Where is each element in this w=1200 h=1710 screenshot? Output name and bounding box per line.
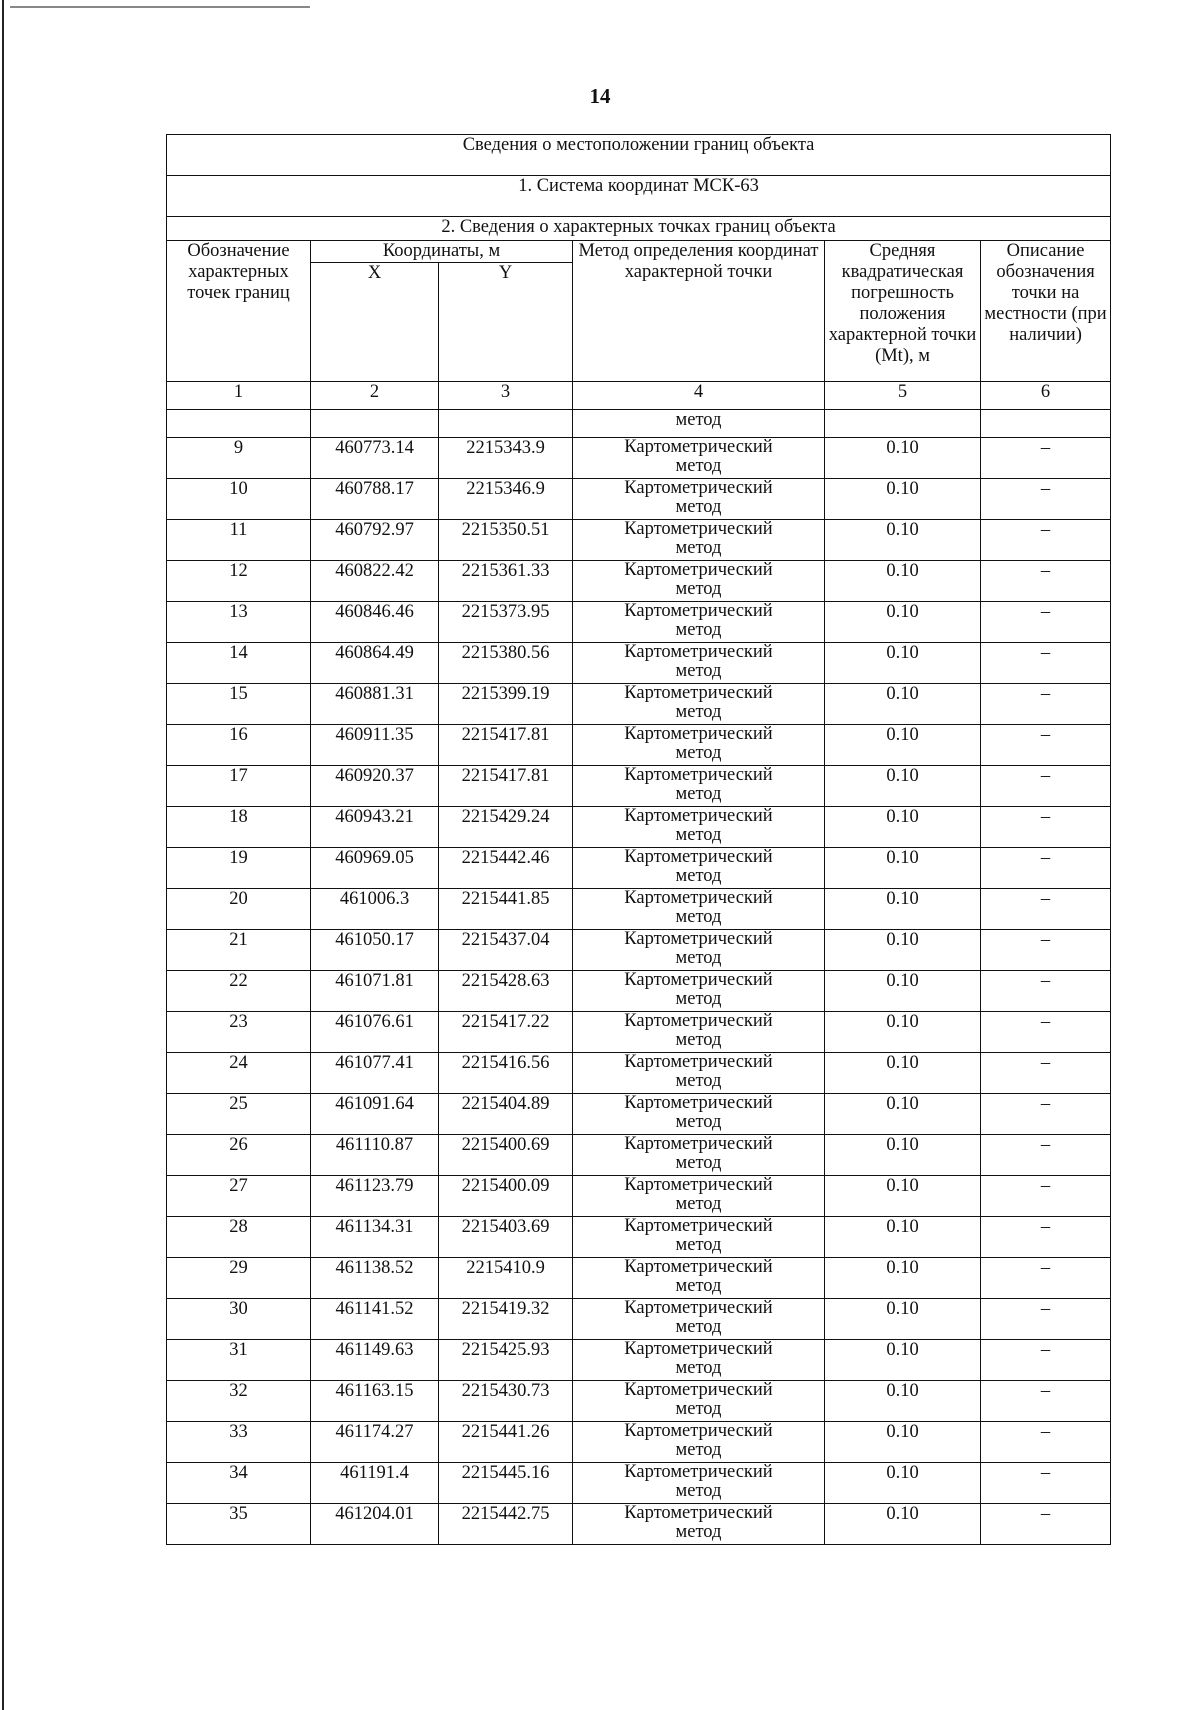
method-line-2: метод	[675, 1071, 722, 1091]
table-row	[167, 684, 1111, 725]
method-line-1: Картометрический	[624, 1257, 773, 1277]
x-coordinate-cell: 460881.31	[311, 684, 439, 725]
point-cell: 29	[167, 1258, 311, 1299]
y-coordinate-cell: 2215441.26	[439, 1422, 573, 1463]
method-line-1: Картометрический	[624, 1339, 773, 1359]
empty-cell	[167, 410, 311, 438]
x-coordinate-cell: 460864.49	[311, 643, 439, 684]
y-coordinate-cell: 2215417.81	[439, 725, 573, 766]
description-cell: –	[981, 1217, 1111, 1258]
method-line-1: Картометрический	[624, 642, 773, 662]
header-row	[167, 241, 1111, 263]
method-cell	[573, 1299, 825, 1340]
subsection-row	[167, 217, 1111, 241]
point-cell: 35	[167, 1504, 311, 1545]
method-cell	[573, 766, 825, 807]
error-cell: 0.10	[825, 1422, 981, 1463]
method-line-1: Картометрический	[624, 970, 773, 990]
table-row	[167, 561, 1111, 602]
error-cell: 0.10	[825, 725, 981, 766]
column-number: 1	[167, 382, 311, 410]
method-line-1: Картометрический	[624, 1216, 773, 1236]
header-coords: Координаты, м	[311, 241, 573, 263]
y-coordinate-cell: 2215437.04	[439, 930, 573, 971]
x-coordinate-cell: 461138.52	[311, 1258, 439, 1299]
description-cell: –	[981, 1094, 1111, 1135]
method-line-2: метод	[675, 948, 722, 968]
point-cell: 24	[167, 1053, 311, 1094]
point-cell: 34	[167, 1463, 311, 1504]
column-number: 2	[311, 382, 439, 410]
error-cell: 0.10	[825, 643, 981, 684]
x-coordinate-cell: 461204.01	[311, 1504, 439, 1545]
point-cell: 9	[167, 438, 311, 479]
method-line-1: Картометрический	[624, 1421, 773, 1441]
method-cell	[573, 520, 825, 561]
method-line-2: метод	[675, 1481, 722, 1501]
method-line-1: Картометрический	[624, 1503, 773, 1523]
point-cell: 14	[167, 643, 311, 684]
table-row	[167, 930, 1111, 971]
y-coordinate-cell: 2215417.81	[439, 766, 573, 807]
x-coordinate-cell: 461091.64	[311, 1094, 439, 1135]
point-cell: 15	[167, 684, 311, 725]
error-cell: 0.10	[825, 438, 981, 479]
table-row	[167, 1217, 1111, 1258]
table-row	[167, 1299, 1111, 1340]
error-cell: 0.10	[825, 1504, 981, 1545]
method-line-2: метод	[675, 1317, 722, 1337]
method-line-2: метод	[675, 661, 722, 681]
method-line-1: Картометрический	[624, 1134, 773, 1154]
column-numbers-row	[167, 382, 1111, 410]
method-line-1: Картометрический	[624, 888, 773, 908]
point-cell: 12	[167, 561, 311, 602]
error-cell: 0.10	[825, 1217, 981, 1258]
y-coordinate-cell: 2215445.16	[439, 1463, 573, 1504]
method-line-1: Картометрический	[624, 437, 773, 457]
column-number: 4	[573, 382, 825, 410]
point-cell: 21	[167, 930, 311, 971]
method-cell	[573, 889, 825, 930]
error-cell: 0.10	[825, 930, 981, 971]
method-line-2: метод	[675, 702, 722, 722]
y-coordinate-cell: 2215343.9	[439, 438, 573, 479]
subsection-title: 2. Сведения о характерных точках границ объекта	[167, 217, 1111, 241]
error-cell: 0.10	[825, 1053, 981, 1094]
error-cell: 0.10	[825, 479, 981, 520]
method-line-2: метод	[675, 866, 722, 886]
method-cell	[573, 1463, 825, 1504]
method-line-2: метод	[675, 743, 722, 763]
y-coordinate-cell: 2215442.46	[439, 848, 573, 889]
y-coordinate-cell: 2215400.09	[439, 1176, 573, 1217]
point-cell: 10	[167, 479, 311, 520]
y-coordinate-cell: 2215417.22	[439, 1012, 573, 1053]
table-row	[167, 1053, 1111, 1094]
header-y: Y	[439, 263, 573, 382]
error-cell: 0.10	[825, 971, 981, 1012]
description-cell: –	[981, 1176, 1111, 1217]
method-line-2: метод	[675, 784, 722, 804]
description-cell: –	[981, 1504, 1111, 1545]
method-line-2: метод	[675, 1235, 722, 1255]
description-cell: –	[981, 520, 1111, 561]
method-line-1: Картометрический	[624, 601, 773, 621]
coordinate-system: 1. Система координат МСК-63	[167, 176, 1111, 217]
x-coordinate-cell: 460943.21	[311, 807, 439, 848]
table-row	[167, 1381, 1111, 1422]
table-row	[167, 1012, 1111, 1053]
point-cell: 28	[167, 1217, 311, 1258]
table-row	[167, 766, 1111, 807]
description-cell: –	[981, 725, 1111, 766]
error-cell: 0.10	[825, 807, 981, 848]
method-line-1: Картометрический	[624, 929, 773, 949]
description-cell: –	[981, 971, 1111, 1012]
method-line-1: Картометрический	[624, 1052, 773, 1072]
method-line-1: Картометрический	[624, 806, 773, 826]
description-cell: –	[981, 1053, 1111, 1094]
empty-cell	[825, 410, 981, 438]
method-cell	[573, 1176, 825, 1217]
x-coordinate-cell: 461076.61	[311, 1012, 439, 1053]
point-cell: 22	[167, 971, 311, 1012]
x-coordinate-cell: 460969.05	[311, 848, 439, 889]
column-number: 6	[981, 382, 1111, 410]
table-row	[167, 1463, 1111, 1504]
table-row	[167, 725, 1111, 766]
column-number: 5	[825, 382, 981, 410]
x-coordinate-cell: 461134.31	[311, 1217, 439, 1258]
error-cell: 0.10	[825, 684, 981, 725]
error-cell: 0.10	[825, 1258, 981, 1299]
table-row	[167, 848, 1111, 889]
description-cell: –	[981, 684, 1111, 725]
method-cell	[573, 561, 825, 602]
error-cell: 0.10	[825, 1135, 981, 1176]
method-line-2: метод	[675, 1112, 722, 1132]
coordinate-system-row	[167, 176, 1111, 217]
scan-left-edge	[2, 0, 4, 1710]
header-x: X	[311, 263, 439, 382]
table-row	[167, 807, 1111, 848]
description-cell: –	[981, 848, 1111, 889]
method-line-2: метод	[675, 1522, 722, 1542]
y-coordinate-cell: 2215441.85	[439, 889, 573, 930]
method-line-2: метод	[675, 1276, 722, 1296]
point-cell: 13	[167, 602, 311, 643]
method-line-2: метод	[675, 989, 722, 1009]
method-line-1: Картометрический	[624, 1380, 773, 1400]
method-line-2: метод	[675, 497, 722, 517]
table-row	[167, 602, 1111, 643]
method-cell	[573, 602, 825, 643]
y-coordinate-cell: 2215350.51	[439, 520, 573, 561]
method-line-2: метод	[675, 538, 722, 558]
method-line-1: Картометрический	[624, 765, 773, 785]
table-row	[167, 1176, 1111, 1217]
x-coordinate-cell: 461149.63	[311, 1340, 439, 1381]
x-coordinate-cell: 461141.52	[311, 1299, 439, 1340]
y-coordinate-cell: 2215416.56	[439, 1053, 573, 1094]
method-cell	[573, 1217, 825, 1258]
page-number: 14	[589, 84, 611, 108]
method-cell	[573, 1340, 825, 1381]
x-coordinate-cell: 460846.46	[311, 602, 439, 643]
method-cell	[573, 930, 825, 971]
x-coordinate-cell: 461110.87	[311, 1135, 439, 1176]
method-line-1: Картометрический	[624, 1011, 773, 1031]
y-coordinate-cell: 2215428.63	[439, 971, 573, 1012]
table-row	[167, 520, 1111, 561]
empty-cell	[311, 410, 439, 438]
method-line-1: Картометрический	[624, 1175, 773, 1195]
method-line-1: Картометрический	[624, 519, 773, 539]
method-cell	[573, 1053, 825, 1094]
y-coordinate-cell: 2215403.69	[439, 1217, 573, 1258]
error-cell: 0.10	[825, 889, 981, 930]
method-line-2: метод	[675, 1030, 722, 1050]
method-cell	[573, 438, 825, 479]
method-line-2: метод	[675, 1194, 722, 1214]
point-cell: 20	[167, 889, 311, 930]
method-line-1: Картометрический	[624, 1462, 773, 1482]
error-cell: 0.10	[825, 1094, 981, 1135]
table-title: Сведения о местоположении границ объекта	[167, 135, 1111, 176]
method-line-2: метод	[675, 1440, 722, 1460]
method-cell	[573, 479, 825, 520]
method-line-2: метод	[675, 1153, 722, 1173]
method-line-1: Картометрический	[624, 1298, 773, 1318]
x-coordinate-cell: 461123.79	[311, 1176, 439, 1217]
method-line-2: метод	[675, 456, 722, 476]
description-cell: –	[981, 438, 1111, 479]
method-line-2: метод	[675, 1358, 722, 1378]
point-cell: 17	[167, 766, 311, 807]
point-cell: 26	[167, 1135, 311, 1176]
point-cell: 23	[167, 1012, 311, 1053]
method-line-2: метод	[675, 1399, 722, 1419]
y-coordinate-cell: 2215442.75	[439, 1504, 573, 1545]
table-row	[167, 1135, 1111, 1176]
error-cell: 0.10	[825, 520, 981, 561]
table-row	[167, 1258, 1111, 1299]
error-cell: 0.10	[825, 766, 981, 807]
header-method: Метод определения координат характерной точки	[573, 241, 825, 382]
y-coordinate-cell: 2215380.56	[439, 643, 573, 684]
error-cell: 0.10	[825, 848, 981, 889]
header-point: Обозначение характерных точек границ	[167, 241, 311, 382]
x-coordinate-cell: 461071.81	[311, 971, 439, 1012]
y-coordinate-cell: 2215404.89	[439, 1094, 573, 1135]
method-cell	[573, 643, 825, 684]
method-line-2: метод	[675, 825, 722, 845]
description-cell: –	[981, 1340, 1111, 1381]
y-coordinate-cell: 2215419.32	[439, 1299, 573, 1340]
description-cell: –	[981, 807, 1111, 848]
method-cell	[573, 1258, 825, 1299]
method-line-1: Картометрический	[624, 683, 773, 703]
table-row	[167, 479, 1111, 520]
y-coordinate-cell: 2215410.9	[439, 1258, 573, 1299]
method-line-1: Картометрический	[624, 847, 773, 867]
table-row	[167, 1340, 1111, 1381]
error-cell: 0.10	[825, 1463, 981, 1504]
y-coordinate-cell: 2215346.9	[439, 479, 573, 520]
x-coordinate-cell: 460920.37	[311, 766, 439, 807]
method-cell	[573, 725, 825, 766]
header-error-text: Средняя квадратическая погрешность положения характерной точки (Mt), м	[828, 241, 977, 366]
point-cell: 19	[167, 848, 311, 889]
table-row	[167, 971, 1111, 1012]
description-cell: –	[981, 1463, 1111, 1504]
description-cell: –	[981, 561, 1111, 602]
continuation-method: метод	[573, 410, 825, 438]
x-coordinate-cell: 461163.15	[311, 1381, 439, 1422]
table-row	[167, 438, 1111, 479]
point-cell: 11	[167, 520, 311, 561]
description-cell: –	[981, 602, 1111, 643]
method-line-2: метод	[675, 620, 722, 640]
table-row	[167, 1094, 1111, 1135]
y-coordinate-cell: 2215430.73	[439, 1381, 573, 1422]
empty-cell	[981, 410, 1111, 438]
description-cell: –	[981, 1299, 1111, 1340]
table-row	[167, 1504, 1111, 1545]
table-row	[167, 1422, 1111, 1463]
x-coordinate-cell: 461050.17	[311, 930, 439, 971]
x-coordinate-cell: 460788.17	[311, 479, 439, 520]
method-line-2: метод	[675, 907, 722, 927]
description-cell: –	[981, 889, 1111, 930]
table-row	[167, 889, 1111, 930]
method-cell	[573, 848, 825, 889]
method-cell	[573, 1094, 825, 1135]
point-cell: 33	[167, 1422, 311, 1463]
method-cell	[573, 1012, 825, 1053]
column-number: 3	[439, 382, 573, 410]
x-coordinate-cell: 460773.14	[311, 438, 439, 479]
description-cell: –	[981, 479, 1111, 520]
y-coordinate-cell: 2215429.24	[439, 807, 573, 848]
y-coordinate-cell: 2215361.33	[439, 561, 573, 602]
x-coordinate-cell: 460911.35	[311, 725, 439, 766]
error-cell: 0.10	[825, 1176, 981, 1217]
method-line-1: Картометрический	[624, 478, 773, 498]
method-cell	[573, 807, 825, 848]
method-cell	[573, 1381, 825, 1422]
x-coordinate-cell: 461006.3	[311, 889, 439, 930]
x-coordinate-cell: 460792.97	[311, 520, 439, 561]
point-cell: 18	[167, 807, 311, 848]
y-coordinate-cell: 2215400.69	[439, 1135, 573, 1176]
description-cell: –	[981, 766, 1111, 807]
description-cell: –	[981, 1381, 1111, 1422]
method-line-2: метод	[675, 579, 722, 599]
description-cell: –	[981, 1012, 1111, 1053]
y-coordinate-cell: 2215399.19	[439, 684, 573, 725]
table-title-row	[167, 135, 1111, 176]
y-coordinate-cell: 2215373.95	[439, 602, 573, 643]
boundary-points-table	[166, 134, 1111, 1545]
method-line-1: Картометрический	[624, 560, 773, 580]
point-cell: 31	[167, 1340, 311, 1381]
description-cell: –	[981, 930, 1111, 971]
error-cell: 0.10	[825, 1012, 981, 1053]
x-coordinate-cell: 461191.4	[311, 1463, 439, 1504]
x-coordinate-cell: 461077.41	[311, 1053, 439, 1094]
error-cell: 0.10	[825, 561, 981, 602]
table-row	[167, 643, 1111, 684]
point-cell: 27	[167, 1176, 311, 1217]
error-cell: 0.10	[825, 602, 981, 643]
x-coordinate-cell: 460822.42	[311, 561, 439, 602]
point-cell: 30	[167, 1299, 311, 1340]
header-error	[825, 241, 981, 382]
method-line-1: Картометрический	[624, 724, 773, 744]
point-cell: 32	[167, 1381, 311, 1422]
method-cell	[573, 971, 825, 1012]
error-cell: 0.10	[825, 1381, 981, 1422]
method-cell	[573, 684, 825, 725]
continuation-row	[167, 410, 1111, 438]
description-cell: –	[981, 643, 1111, 684]
point-cell: 25	[167, 1094, 311, 1135]
description-cell: –	[981, 1135, 1111, 1176]
x-coordinate-cell: 461174.27	[311, 1422, 439, 1463]
description-cell: –	[981, 1258, 1111, 1299]
y-coordinate-cell: 2215425.93	[439, 1340, 573, 1381]
error-cell: 0.10	[825, 1299, 981, 1340]
error-cell: 0.10	[825, 1340, 981, 1381]
method-line-1: Картометрический	[624, 1093, 773, 1113]
empty-cell	[439, 410, 573, 438]
header-description: Описание обозначения точки на местности (при наличии)	[981, 241, 1111, 382]
method-cell	[573, 1422, 825, 1463]
method-cell	[573, 1135, 825, 1176]
point-cell: 16	[167, 725, 311, 766]
method-cell	[573, 1504, 825, 1545]
description-cell: –	[981, 1422, 1111, 1463]
scan-top-mark	[10, 6, 310, 8]
